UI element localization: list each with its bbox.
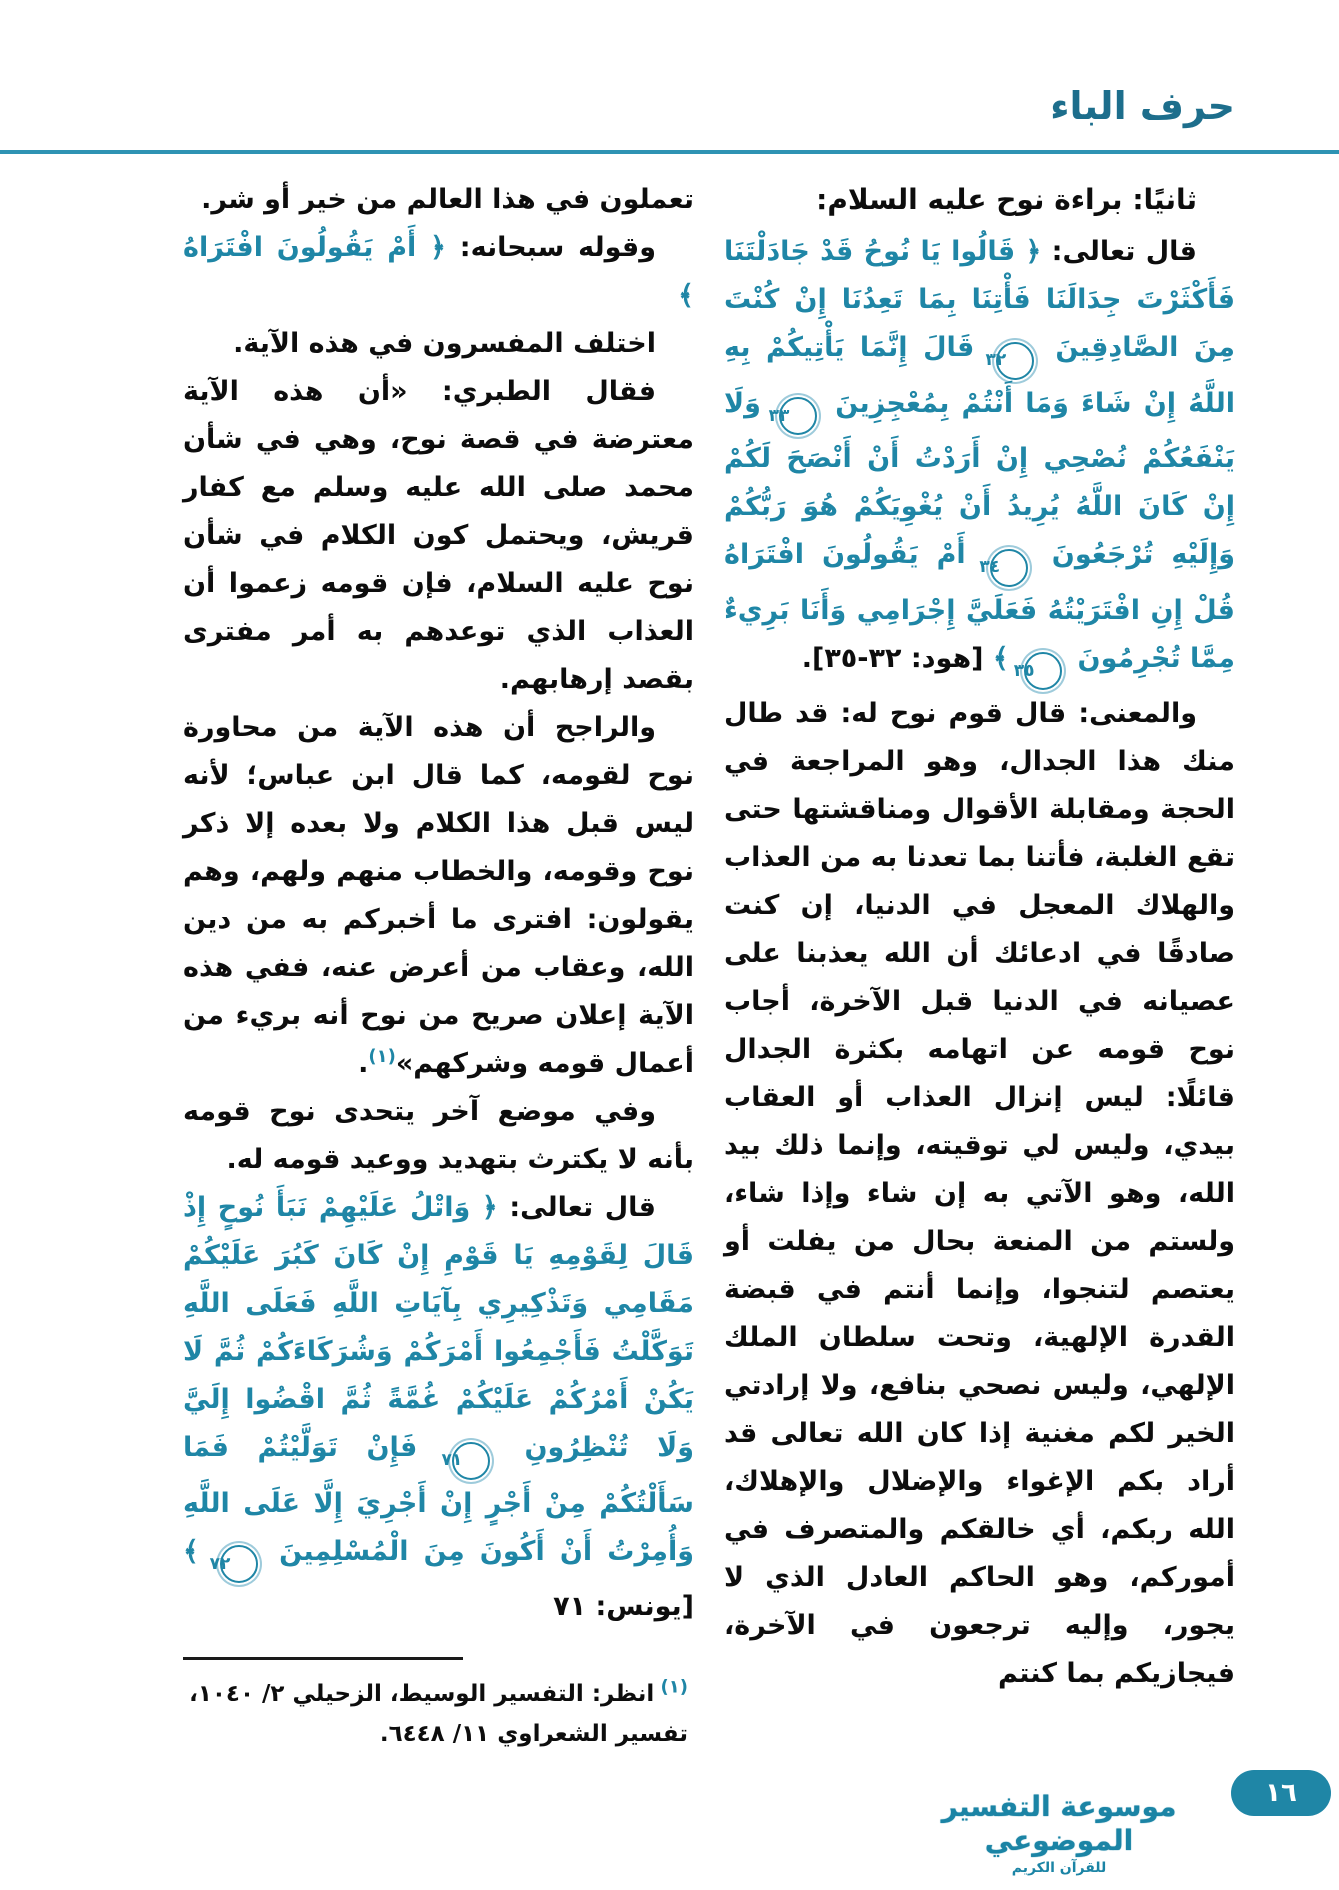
footnote-reference: (١) [654,1676,688,1698]
body-text: اختلف المفسرون في هذه الآية. [233,328,656,359]
paragraph [183,320,694,368]
paragraph [724,228,1235,690]
footnote-reference: (١) [368,1046,396,1067]
chapter-title: حرف الباء [1050,84,1235,128]
paragraph [183,176,694,224]
quran-quote-text: ﴿ قَالُوا يَا نُوحُ قَدْ جَادَلْتَنَا فَأَكْثَرْتَ جِدَالَنَا فَأْتِنَا بِمَا تَعِدُنَا إِنْ كُنْتَ مِنَ الصَّادِقِينَ [724,236,1235,363]
quran-quote-text: قَالَ إِنَّمَا يَأْتِيكُمْ بِهِ اللَّهُ إِنْ شَاءَ وَمَا أَنْتُمْ بِمُعْجِزِينَ [724,332,1235,419]
quran-quote-text: ﴾ [992,642,1019,674]
quran-quote-text: ﴿ وَاتْلُ عَلَيْهِمْ نَبَأَ نُوحٍ إِذْ قَالَ لِقَوْمِهِ يَا قَوْمِ إِنْ كَانَ كَبُرَ عَلَيْكُمْ مَقَامِي وَتَذْكِيرِي بِآيَاتِ اللَّهِ فَعَلَى اللَّهِ تَوَكَّلْتُ فَأَجْمِعُوا أَمْرَكُمْ وَشُرَكَاءَكُمْ ثُمَّ لَا يَكُنْ أَمْرُكُمْ عَلَيْكُمْ غُمَّةً ثُمَّ اقْضُوا إِلَيَّ وَلَا تُنْظِرُونِ [183,1192,694,1463]
verse-number-marker: ٣٣ [779,397,817,435]
quran-quote-text: ﴾ [183,1535,214,1567]
quran-quote-text: وَلَا يَنْفَعُكُمْ نُصْحِي إِنْ أَرَدْتُ أَنْ أَنْصَحَ لَكُمْ إِنْ كَانَ اللَّهُ يُرِيدُ أَنْ يُغْوِيَكُمْ هُوَ رَبُّكُمْ وَإِلَيْهِ تُرْجَعُونَ [724,387,1235,570]
paragraph [724,690,1235,1698]
section-heading [724,176,1235,224]
paragraph [183,224,694,320]
body-text: [هود: ٣٢-٣٥]. [801,642,993,674]
paragraph [183,704,694,1088]
verse-number-marker: ٣٥ [1024,652,1062,690]
publisher-seal [929,1790,1189,1876]
verse-number-marker: ٣٤ [990,549,1028,587]
body-text: وقوله سبحانه: [445,232,656,263]
content-area [183,176,1235,1754]
seal-title-text: موسوعة التفسير الموضوعي [941,1790,1177,1857]
body-text: انظر: التفسير الوسيط، الزحيلي ٢/ ١٠٤٠، تفسير الشعراوي ١١/ ٦٤٤٨. [189,1681,688,1747]
body-text: وفي موضع آخر يتحدى نوح قومه بأنه لا يكترث بتهديد ووعيد قومه له. [183,1096,694,1175]
paragraph [183,1184,694,1631]
seal-subtitle-text: للقرآن الكريم [1011,1860,1107,1876]
paragraph [183,1088,694,1184]
body-text: قال تعالى: [1041,236,1197,267]
verse-number-marker: ٧١ [452,1442,490,1480]
body-text: والراجح أن هذه الآية من محاورة نوح لقومه، كما قال ابن عباس؛ لأنه ليس قبل هذا الكلام ولا بعده إلا ذكر نوح وقومه، والخطاب منهم ولهم، وهم يقولون: افترى ما أخبركم به من دين الله، وعقاب من أعرض عنه، ففي هذه الآية إعلان صريح من نوح أنه بريء من أعمال قومه وشركهم» [183,712,694,1079]
body-text: تعملون في هذا العالم من خير أو شر. [201,184,694,215]
verse-number-marker: ٣٢ [996,342,1034,380]
quran-quote-text: فَإِنْ تَوَلَّيْتُمْ فَمَا سَأَلْتُكُمْ مِنْ أَجْرٍ إِنْ أَجْرِيَ إِلَّا عَلَى اللَّهِ وَأُمِرْتُ أَنْ أَكُونَ مِنَ الْمُسْلِمِينَ [183,1432,694,1567]
body-text: . [358,1048,369,1079]
footnote-text [183,1674,694,1754]
body-text: قال تعالى: [497,1192,656,1223]
footnote-divider [183,1657,463,1660]
verse-number-marker: ٧٢ [220,1545,258,1583]
left-column [183,176,694,1754]
page-number-badge: ١٦ [1231,1770,1331,1816]
body-text: [يونس: ٧١ [553,1591,694,1622]
header-divider [0,150,1339,154]
quran-quote-text: ﴿ أَمْ يَقُولُونَ افْتَرَاهُ ﴾ [183,232,694,311]
quran-quote-text: أَمْ يَقُولُونَ افْتَرَاهُ قُلْ إِنِ افْتَرَيْتُهُ فَعَلَيَّ إِجْرَامِي وَأَنَا بَرِيءٌ مِمَّا تُجْرِمُونَ [724,539,1235,674]
paragraph [183,368,694,704]
body-text: ثانيًا: براءة نوح عليه السلام: [816,183,1197,216]
body-text: والمعنى: قال قوم نوح له: قد طال منك هذا الجدال، وهو المراجعة في الحجة ومقابلة الأقوال ومناقشتها حتى تقع الغلبة، فأتنا بما تعدنا به من العذاب والهلاك المعجل في الدنيا، إن كنت صادقًا في ادعائك أن الله يعذبنا على عصيانه في الدنيا قبل الآخرة، أجاب نوح قومه عن اتهامه بكثرة الجدال قائلًا: ليس إنزال العذاب أو العقاب بيدي، وليس لي توقيته، وإنما ذلك بيد الله، وهو الآتي به إن شاء وإذا شاء، ولستم من المنعة بحال من يفلت أو يعتصم لتنجوا، وإنما أنتم في قبضة القدرة الإلهية، وتحت سلطان الملك الإلهي، وليس نصحي بنافع، ولا إرادتي الخير لكم مغنية إذا كان الله تعالى قد أراد بكم الإغواء والإضلال والإهلاك، الله ربكم، أي خالقكم والمتصرف في أموركم، وهو الحاكم العادل الذي لا يجور، وإليه ترجعون في الآخرة، فيجازيكم بما كنتم [724,698,1235,1689]
right-column [724,176,1235,1698]
body-text: فقال الطبري: «أن هذه الآية معترضة في قصة نوح، وهي في شأن محمد صلى الله عليه وسلم مع كفار قريش، ويحتمل كون الكلام في شأن نوح عليه السلام، فإن قومه زعموا أن العذاب الذي توعدهم به أمر مفترى بقصد إرهابهم. [183,376,694,695]
